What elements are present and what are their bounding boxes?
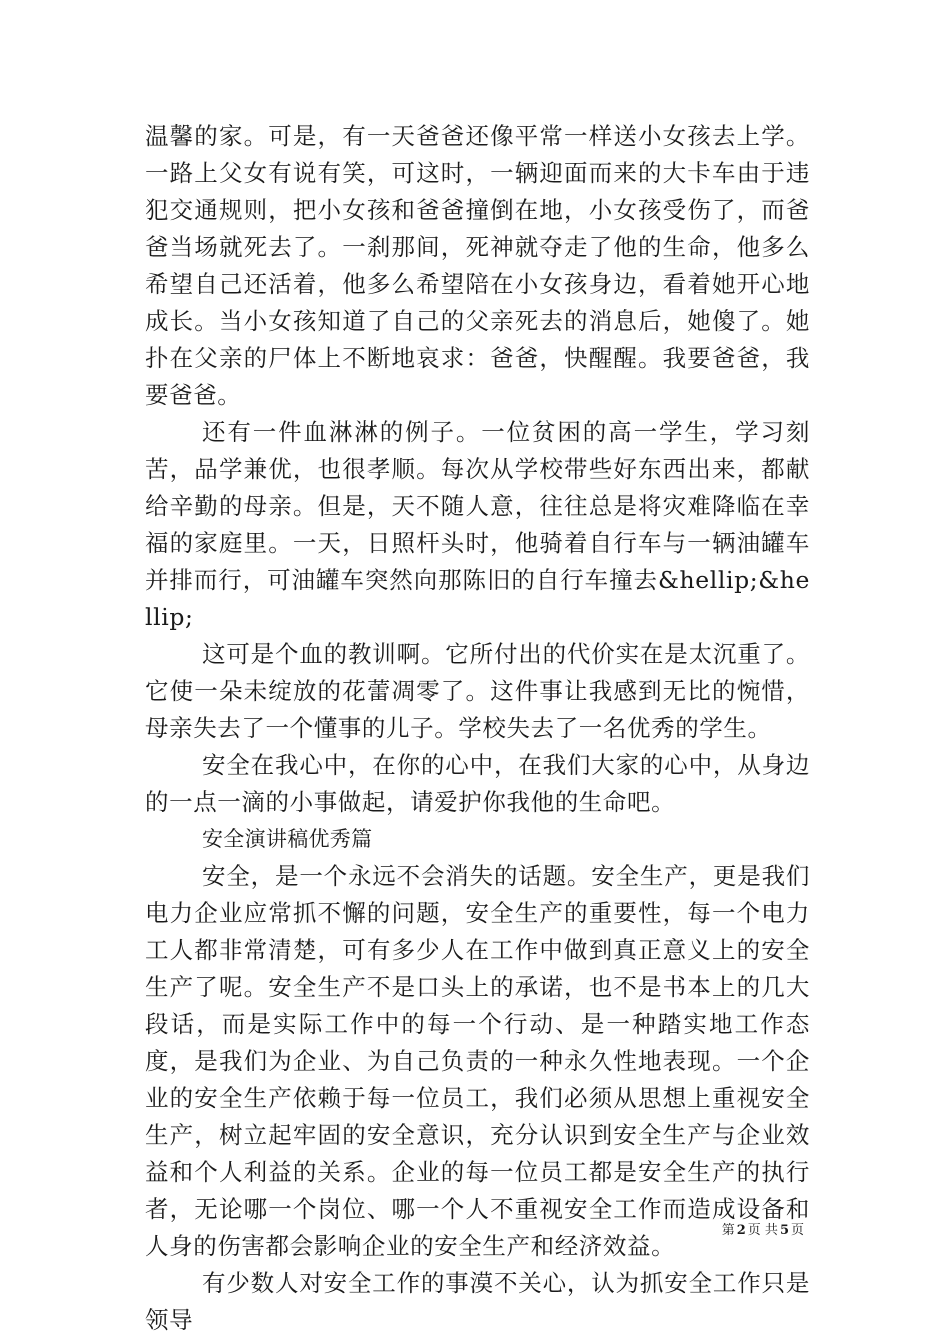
paragraph-safety-production: 安全，是一个永远不会消失的话题。安全生产，更是我们电力企业应常抓不懈的问题，安全生产的重要性，每一个电力工人都非常清楚，可有多少人在工作中做到真正意义上的安全生产了呢。安全生产不是口头上的承诺，也不是书本上的几大段话，而是实际工作中的每一个行动、是一种踏实地工作态度，是我们为企业、为自己负责的一种永久性地表现。一个企业的安全生产依赖于每一位员工，我们必须从思想上重视安全生产，树立起牢固的安全意识，充分认识到安全生产与企业效益和个人利益的关系。企业的每一位员工都是安全生产的执行者，无论哪一个岗位、哪一个人不重视安全工作而造成设备和人身的伤害都会影响企业的安全生产和经济效益。 <box>145 862 810 1260</box>
footer-suffix: 页 <box>790 1223 804 1238</box>
paragraph-safety-appeal: 安全在我心中，在你的心中，在我们大家的心中，从身边的一点一滴的小事做起，请爱护你我他的生命吧。 <box>145 751 810 816</box>
footer-current-page: 2 <box>736 1223 746 1238</box>
paragraph-lesson: 这可是个血的教训啊。它所付出的代价实在是太沉重了。它使一朵未绽放的花蕾凋零了。这件事让我感到无比的惋惜，母亲失去了一个懂事的儿子。学校失去了一名优秀的学生。 <box>145 640 810 742</box>
document-body <box>145 118 810 1339</box>
footer-total-pages: 5 <box>779 1223 789 1238</box>
page-footer <box>722 1223 804 1239</box>
paragraph-continuation: 温馨的家。可是，有一天爸爸还像平常一样送小女孩去上学。一路上父女有说有笑，可这时，一辆迎面而来的大卡车由于违犯交通规则，把小女孩和爸爸撞倒在地，小女孩受伤了，而爸爸当场就死去了。一刹那间，死神就夺走了他的生命，他多么希望自己还活着，他多么希望陪在小女孩身边，看着她开心地成长。当小女孩知道了自己的父亲死去的消息后，她傻了。她扑在父亲的尸体上不断地哀求：爸爸，快醒醒。我要爸爸，我要爸爸。 <box>145 122 810 409</box>
section-heading: 安全演讲稿优秀篇 <box>202 827 373 851</box>
footer-middle: 页 共 <box>747 1223 778 1238</box>
footer-prefix: 第 <box>721 1223 735 1238</box>
paragraph-accident-example: 还有一件血淋淋的例子。一位贫困的高一学生，学习刻苦，品学兼优，也很孝顺。每次从学校带些好东西出来，都献给辛勤的母亲。但是，天不随人意，往往总是将灾难降临在幸福的家庭里。一天，日照杆头时，他骑着自行车与一辆油罐车并排而行，可油罐车突然向那陈旧的自行车撞去&hellip;&hellip; <box>145 418 810 631</box>
paragraph-indifference: 有少数人对安全工作的事漠不关心，认为抓安全工作只是领导 <box>145 1269 810 1334</box>
